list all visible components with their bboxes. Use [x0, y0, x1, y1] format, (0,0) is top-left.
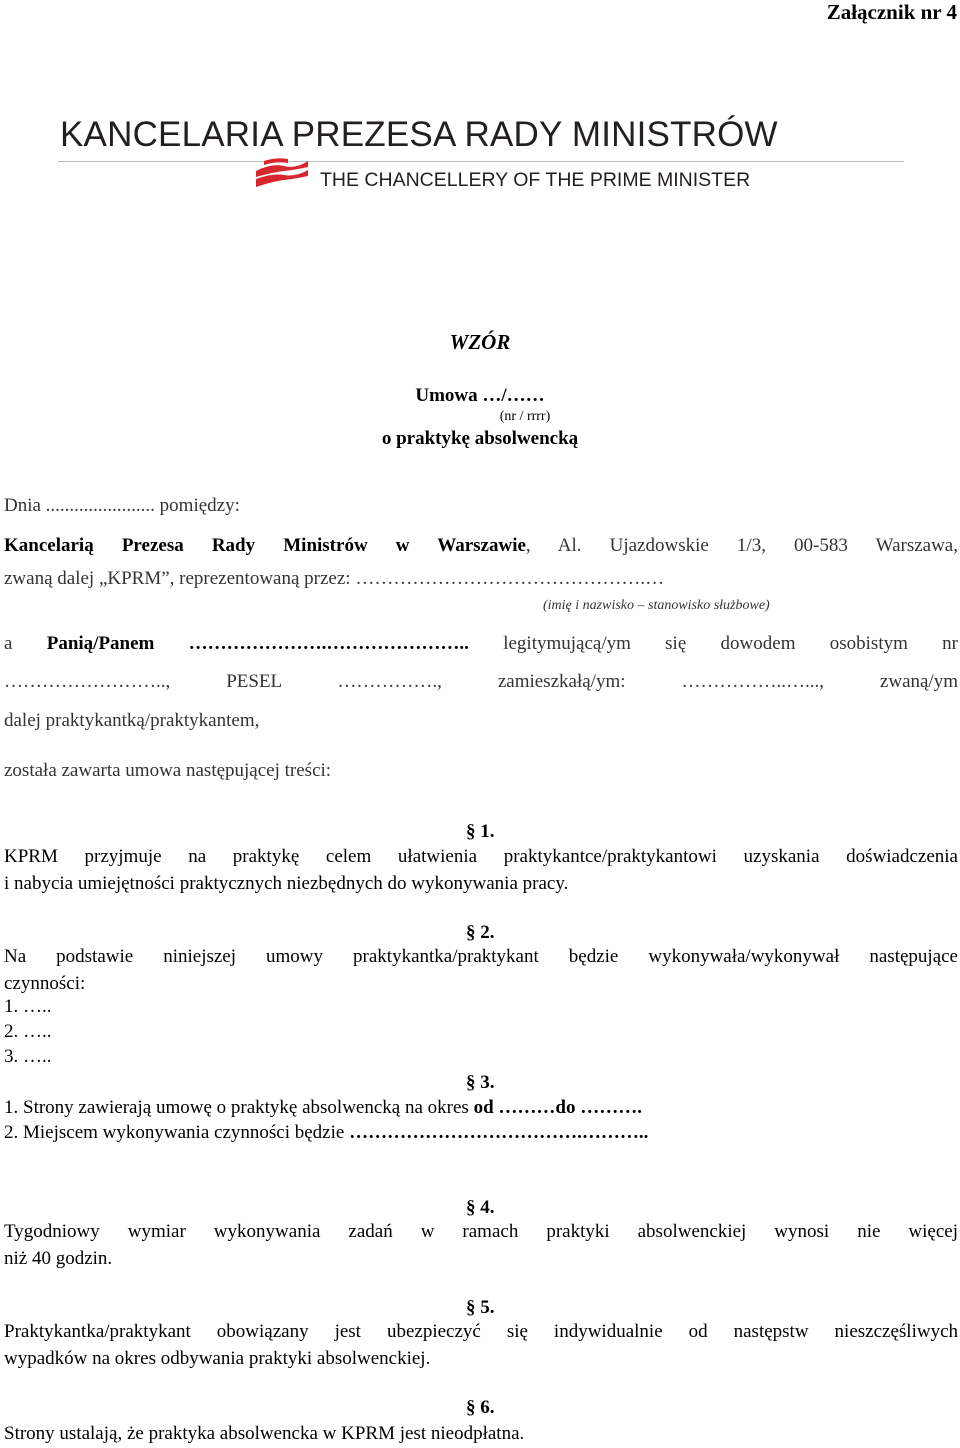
section-1-number: § 1.	[466, 821, 495, 842]
section-2-item-3: 3. …..	[4, 1046, 52, 1067]
section-5-text-a: Praktykantka/praktykant obowiązany jest ubezpieczyć się indywidualnie od następstw nieszczęśliwych	[4, 1321, 958, 1342]
section-4-number: § 4.	[466, 1197, 495, 1218]
concluded-line: została zawarta umowa następującej treści:	[4, 760, 332, 781]
section-6-number: § 6.	[466, 1397, 495, 1418]
section-5-text-b: wypadków na okres odbywania praktyki absolwenckiej.	[4, 1348, 431, 1369]
section-2-number: § 2.	[466, 922, 495, 943]
section-3-item-1	[4, 1097, 642, 1119]
party2-id: legitymującą/ym się dowodem osobistym nr	[468, 633, 958, 654]
kprm-logo	[58, 113, 908, 193]
pesel-line: …………………….., PESEL ……………., zamieszkałą/ym: ……………..…..., zwaną/ym	[4, 671, 958, 692]
section-2-text-a: Na podstawie niniejszej umowy praktykantka/praktykant będzie wykonywała/wykonywał następujące	[4, 946, 958, 967]
agreement-number-hint: (nr / rrrr)	[499, 409, 551, 424]
party2-prefix: a	[4, 633, 47, 654]
section-6-text: Strony ustalają, że praktyka absolwencka w KPRM jest nieodpłatna.	[4, 1423, 525, 1444]
annex-number: Załącznik nr 4	[826, 0, 957, 24]
party2-name: Panią/Panem ………………….…………………..	[46, 633, 469, 654]
section-4-text-a: Tygodniowy wymiar wykonywania zadań w ramach praktyki absolwenckiej wynosi nie więcej	[4, 1221, 958, 1242]
party1-address: , Al. Ujazdowskie 1/3, 00-583 Warszawa,	[525, 535, 958, 556]
section-2-item-1: 1. …..	[4, 996, 52, 1017]
party1-name: Kancelarią Prezesa Rady Ministrów w Warszawie	[4, 535, 526, 556]
logo-title-en: THE CHANCELLERY OF THE PRIME MINISTER	[320, 169, 751, 191]
agreement-subject: o praktykę absolwencką	[381, 428, 579, 449]
section-1-text-a: KPRM przyjmuje na praktykę celem ułatwienia praktykantce/praktykantowi uzyskania doświadczenia	[4, 846, 958, 867]
represented-line: zwaną dalej „KPRM”, reprezentowaną przez: ……………………………………….…	[4, 568, 665, 589]
section-3-item-1-period: od ………do ……….	[473, 1097, 642, 1118]
party1-line	[4, 535, 958, 557]
agreement-number: Umowa …/……	[415, 385, 545, 406]
template-label: WZÓR	[449, 330, 511, 354]
logo-title-pl: KANCELARIA PREZESA RADY MINISTRÓW	[60, 115, 778, 154]
trainee-line: dalej praktykantką/praktykantem,	[4, 710, 260, 731]
flag-emblem-icon	[254, 157, 310, 189]
section-3-item-2-text: 2. Miejscem wykonywania czynności będzie	[4, 1122, 350, 1143]
logo-divider	[58, 161, 904, 162]
section-3-item-1-text: 1. Strony zawierają umowę o praktykę absolwencką na okres	[4, 1097, 474, 1118]
section-5-number: § 5.	[466, 1297, 495, 1318]
represented-hint: (imię i nazwisko – stanowisko służbowe)	[543, 598, 770, 613]
section-2-text-b: czynności:	[4, 973, 86, 994]
section-3-number: § 3.	[466, 1072, 495, 1093]
section-1-text-b: i nabycia umiejętności praktycznych niezbędnych do wykonywania pracy.	[4, 873, 569, 894]
section-3-item-2-place: ……………………………….………..	[349, 1122, 649, 1143]
party2-line	[4, 633, 958, 655]
date-line: Dnia ....................... pomiędzy:	[4, 495, 240, 516]
section-2-item-2: 2. …..	[4, 1021, 52, 1042]
section-4-text-b: niż 40 godzin.	[4, 1248, 113, 1269]
section-3-item-2	[4, 1122, 648, 1144]
